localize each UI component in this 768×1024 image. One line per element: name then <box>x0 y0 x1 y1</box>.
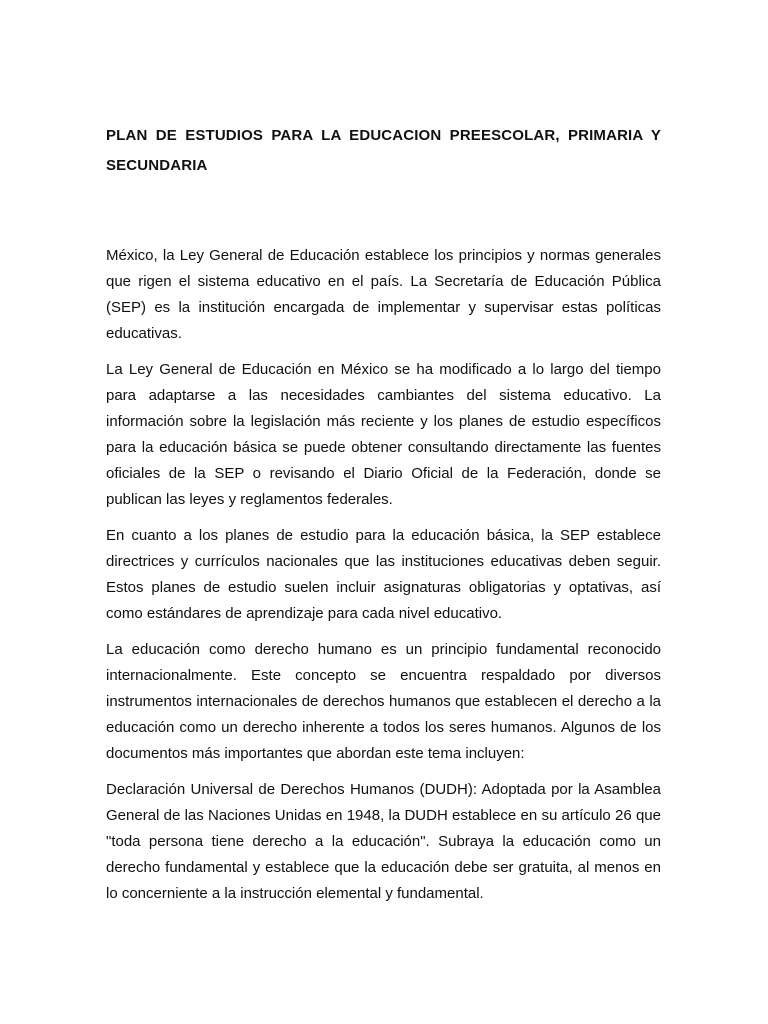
document-body <box>106 243 661 907</box>
paragraph-planes-de-estudio: En cuanto a los planes de estudio para la educación básica, la SEP establece directrices y currículos nacionales que las instituciones educativas deben seguir. Estos planes de estudio suelen incluir asignaturas obligatorias y optativas, así como estándares de aprendizaje para cada nivel educativo. <box>106 527 661 622</box>
paragraph-modificaciones-ley: La Ley General de Educación en México se ha modificado a lo largo del tiempo para adaptarse a las necesidades cambiantes del sistema educativo. La información sobre la legislación más reciente y los planes de estudio específicos para la educación básica se puede obtener consultando directamente las fuentes oficiales de la SEP o revisando el Diario Oficial de la Federación, donde se publican las leyes y reglamentos federales. <box>106 361 661 508</box>
paragraph-derecho-humano: La educación como derecho humano es un principio fundamental reconocido internacionalmente. Este concepto se encuentra respaldado por diversos instrumentos internacionales de derechos humanos que establecen el derecho a la educación como un derecho inherente a todos los seres humanos. Algunos de los documentos más importantes que abordan este tema incluyen: <box>106 641 661 762</box>
document-page <box>106 121 661 917</box>
paragraph-ley-general: México, la Ley General de Educación establece los principios y normas generales que rigen el sistema educativo en el país. La Secretaría de Educación Pública (SEP) es la institución encargada de implementar y supervisar estas políticas educativas. <box>106 247 661 342</box>
document-title: PLAN DE ESTUDIOS PARA LA EDUCACION PREESCOLAR, PRIMARIA Y SECUNDARIA <box>106 127 661 174</box>
paragraph-dudh: Declaración Universal de Derechos Humanos (DUDH): Adoptada por la Asamblea General de las Naciones Unidas en 1948, la DUDH establece en su artículo 26 que "toda persona tiene derecho a la educación". Subraya la educación como un derecho fundamental y establece que la educación debe ser gratuita, al menos en lo concerniente a la instrucción elemental y fundamental. <box>106 781 661 902</box>
